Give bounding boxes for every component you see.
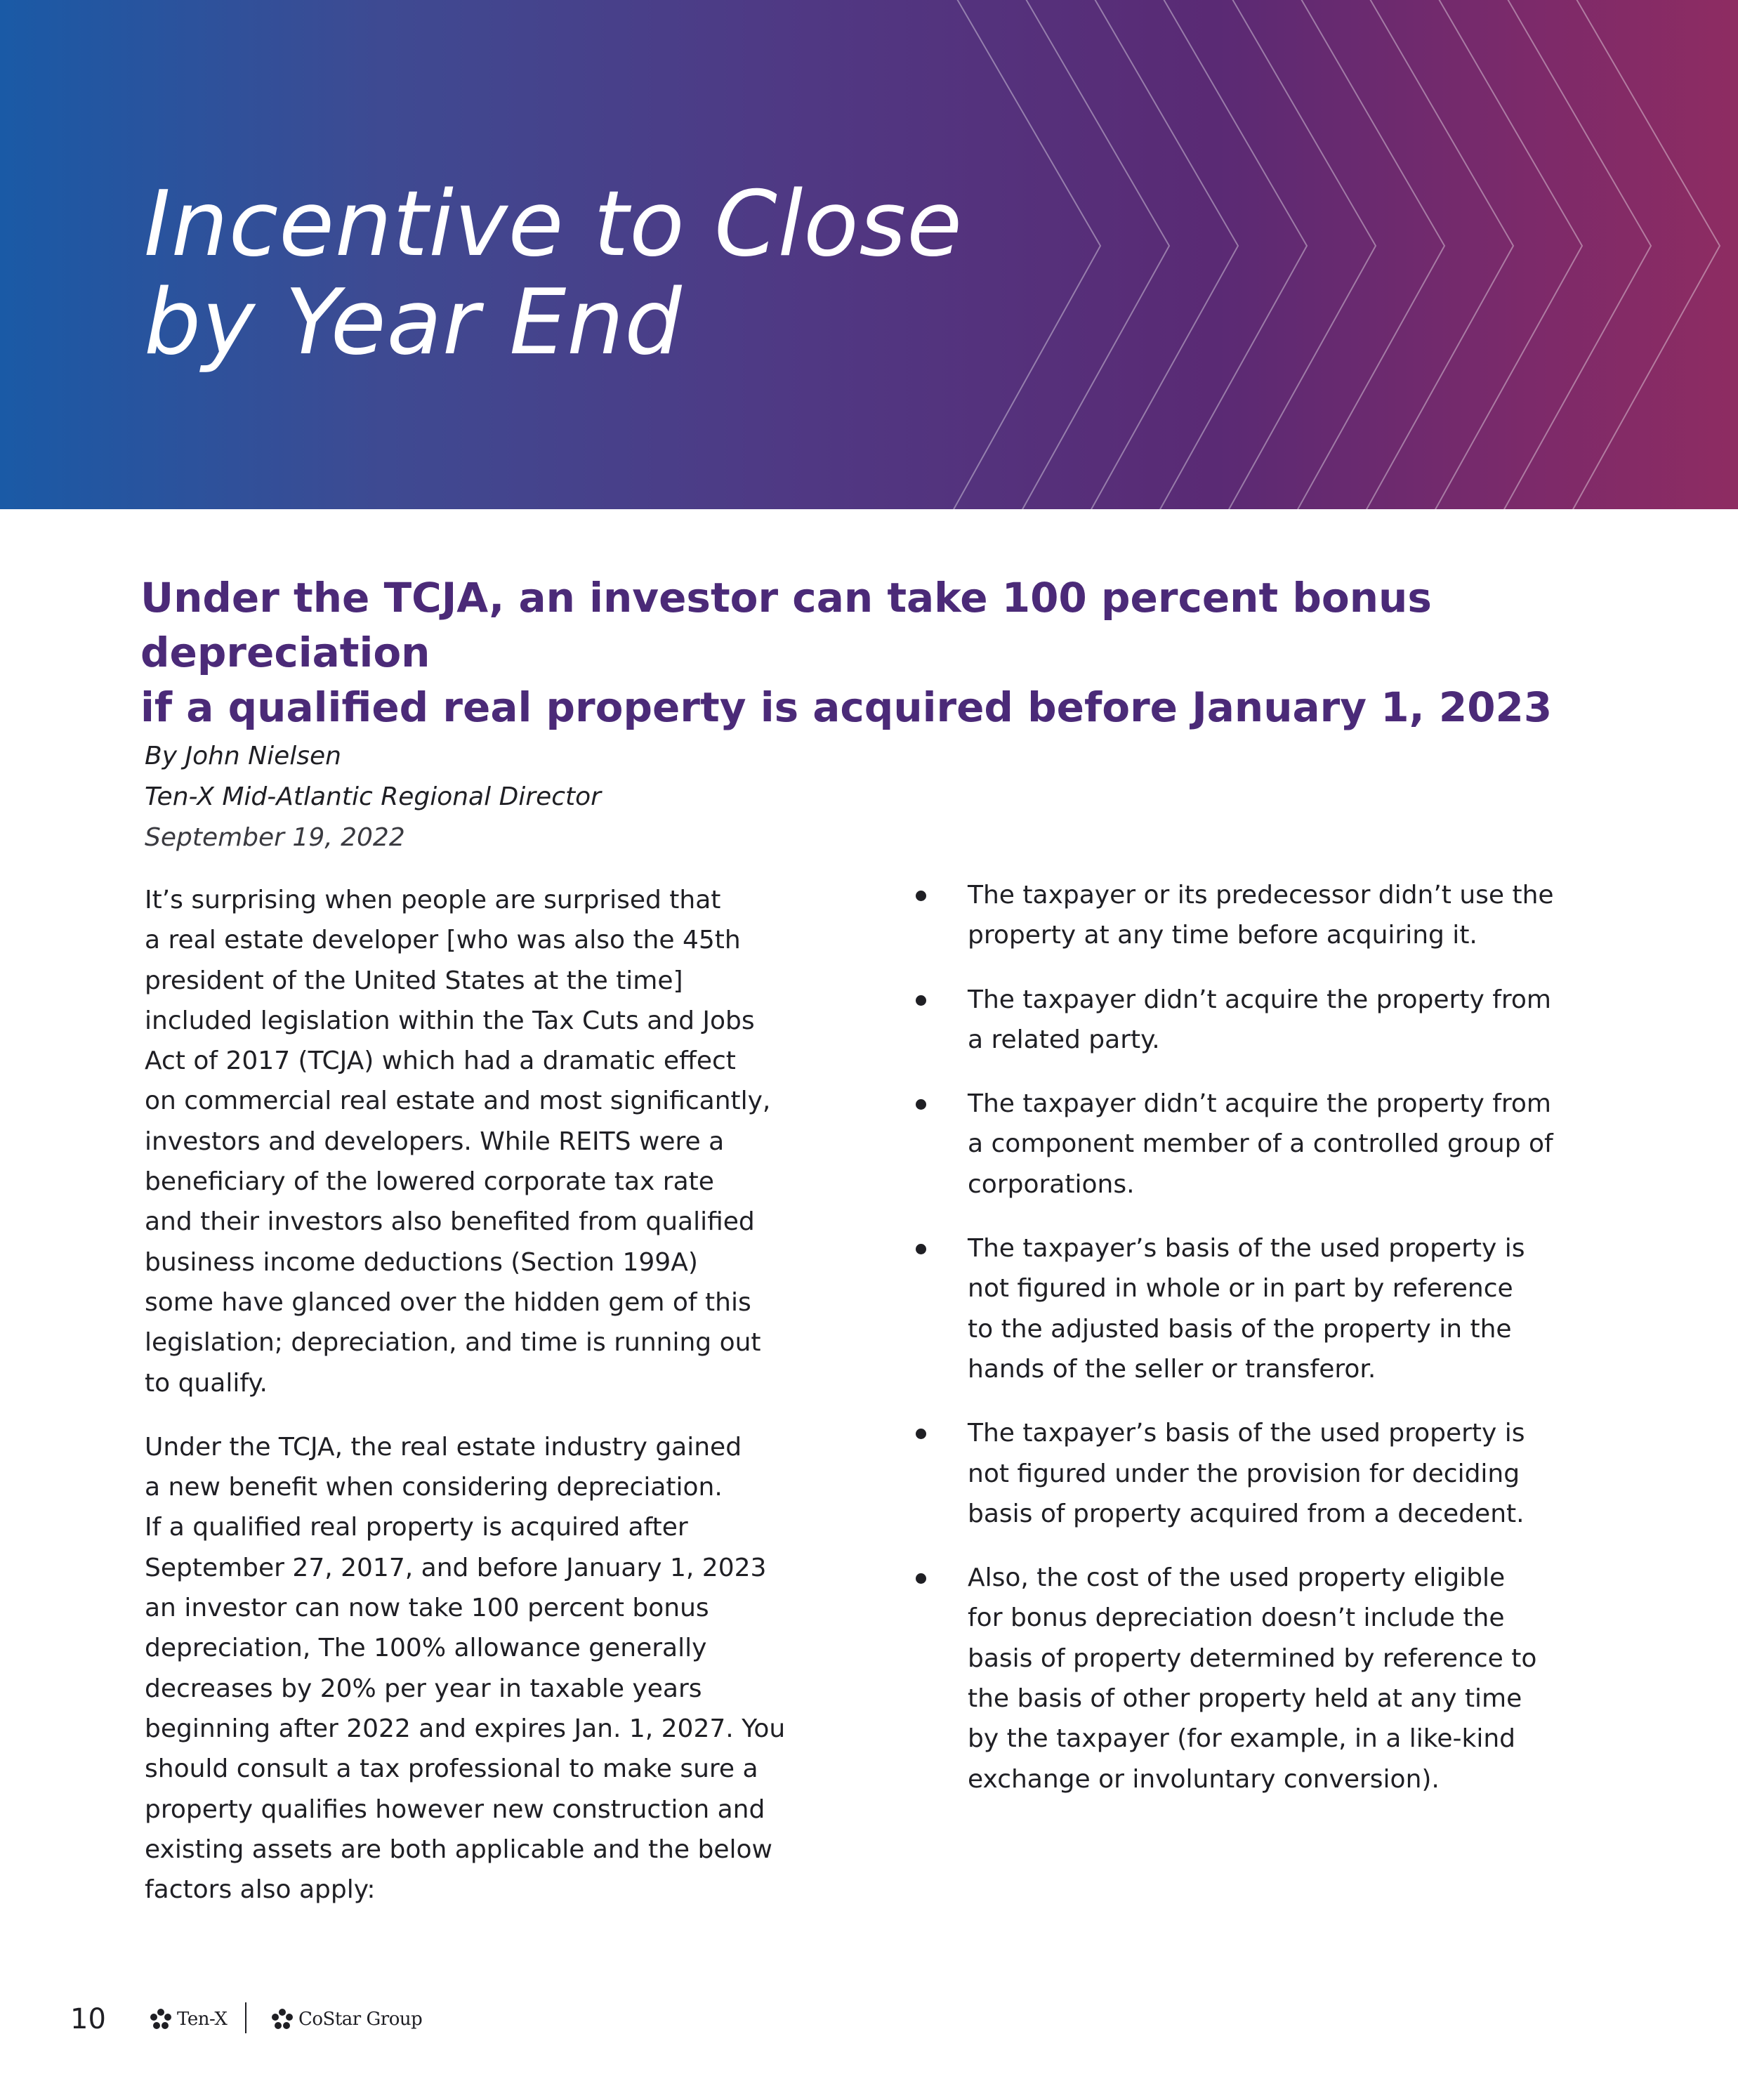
- bullet-item-6: [913, 1558, 1671, 1799]
- bullet-line: The taxpayer didn’t acquire the property from: [968, 1089, 1551, 1119]
- bullet-line: a related party.: [968, 1025, 1160, 1054]
- paragraph-line: beneficiary of the lowered corporate tax rate: [145, 1167, 714, 1197]
- page-footer: [70, 1998, 562, 2040]
- paragraph-line: should consult a tax professional to make sure a: [145, 1754, 758, 1784]
- paragraph-line: It’s surprising when people are surprised that: [145, 886, 721, 914]
- author-name: By John Nielsen: [145, 742, 341, 770]
- paragraph-line: to qualify.: [145, 1368, 268, 1398]
- paragraph-line: and their investors also benefited from qualified: [145, 1207, 755, 1237]
- chevron-line: [946, 0, 1100, 509]
- paragraph-line: beginning after 2022 and expires Jan. 1, 2027. You: [145, 1714, 786, 1743]
- header-banner: [0, 0, 1738, 509]
- paragraph-line: a real estate developer [who was also the 45th: [145, 926, 741, 955]
- author-role: Ten-X Mid-Atlantic Regional Director: [145, 782, 601, 811]
- bullet-line: The taxpayer’s basis of the used property is: [968, 1419, 1525, 1448]
- body-paragraph-2: [145, 1427, 847, 1910]
- bullet-dot-icon: [916, 1244, 926, 1254]
- paragraph-line: Act of 2017 (TCJA) which had a dramatic effect: [145, 1046, 736, 1076]
- bullet-line: the basis of other property held at any time: [968, 1684, 1522, 1714]
- bullet-item-2: [913, 980, 1671, 1061]
- paragraph-line: president of the United States at the time]: [145, 966, 683, 995]
- bullet-line: The taxpayer’s basis of the used property is: [968, 1234, 1525, 1264]
- tenx-logo: [149, 2005, 227, 2033]
- chevron-line: [1290, 0, 1444, 509]
- right-column-body: [913, 875, 1671, 1823]
- bullet-dot-icon: [916, 995, 926, 1006]
- chevron-line: [1221, 0, 1376, 509]
- paragraph-line: property qualifies however new construction and: [145, 1794, 765, 1824]
- paragraph-line: legislation; depreciation, and time is running out: [145, 1328, 761, 1358]
- chevron-line: [1084, 0, 1238, 509]
- body-paragraph-1: [145, 880, 847, 1403]
- chevron-line: [1152, 0, 1307, 509]
- chevron-line: [1565, 0, 1720, 509]
- bullet-line: property at any time before acquiring it.: [968, 921, 1477, 950]
- paragraph-line: depreciation, The 100% allowance generally: [145, 1634, 707, 1663]
- paragraph-line: If a qualified real property is acquired after: [145, 1513, 688, 1542]
- bullet-line: Also, the cost of the used property eligible: [968, 1563, 1506, 1593]
- footer-divider: [245, 2002, 246, 2033]
- bullet-line: hands of the seller or transferor.: [968, 1354, 1376, 1384]
- bullet-line: not figured in whole or in part by reference: [968, 1274, 1513, 1304]
- paragraph-line: an investor can now take 100 percent bonus: [145, 1594, 709, 1623]
- qualification-bullet-list: [913, 875, 1671, 1799]
- bullet-line: for bonus depreciation doesn’t include the: [968, 1603, 1505, 1633]
- bullet-item-3: [913, 1084, 1671, 1205]
- paragraph-line: a new benefit when considering depreciation.: [145, 1473, 723, 1502]
- paragraph-line: Under the TCJA, the real estate industry gained: [145, 1432, 742, 1462]
- paragraph-line: existing assets are both applicable and the below: [145, 1835, 772, 1864]
- paragraph-line: some have glanced over the hidden gem of this: [145, 1287, 751, 1317]
- chevron-line: [1428, 0, 1582, 509]
- bullet-line: The taxpayer didn’t acquire the property from: [968, 985, 1551, 1014]
- byline: [145, 736, 601, 858]
- left-column-body: [145, 880, 847, 1934]
- chevron-line: [1015, 0, 1169, 509]
- publish-date: September 19, 2022: [145, 823, 405, 852]
- bullet-line: a component member of a controlled group of: [968, 1129, 1553, 1159]
- bullet-line: exchange or involuntary conversion).: [968, 1764, 1440, 1794]
- bullet-item-1: [913, 875, 1671, 956]
- chevron-line: [1496, 0, 1651, 509]
- costar-logo-text: CoStar Group: [298, 2009, 423, 2030]
- bullet-line: basis of property acquired from a decedent.: [968, 1499, 1525, 1528]
- bullet-line: corporations.: [968, 1169, 1135, 1199]
- bullet-dot-icon: [916, 891, 926, 901]
- subtitle-line-1: Under the TCJA, an investor can take 100 percent bonus depreciation: [140, 574, 1432, 676]
- article-subtitle: [140, 570, 1650, 735]
- tenx-logo-text: Ten-X: [177, 2009, 228, 2030]
- bullet-dot-icon: [916, 1099, 926, 1110]
- page-title: [144, 172, 963, 375]
- bullet-line: to the adjusted basis of the property in the: [968, 1314, 1512, 1344]
- paragraph-line: included legislation within the Tax Cuts and Jobs: [145, 1006, 755, 1035]
- paragraph-line: on commercial real estate and most significantly,: [145, 1087, 771, 1116]
- bullet-line: The taxpayer or its predecessor didn’t use the: [968, 881, 1554, 910]
- paragraph-line: September 27, 2017, and before January 1, 2023: [145, 1553, 767, 1582]
- costar-logo-icon: [270, 2007, 294, 2031]
- bullet-line: basis of property determined by reference to: [968, 1643, 1537, 1673]
- costar-logo: [270, 2005, 422, 2033]
- chevron-line: [1359, 0, 1513, 509]
- page-number: 10: [70, 2003, 106, 2035]
- paragraph-line: investors and developers. While REITS were a: [145, 1127, 725, 1156]
- paragraph-line: business income deductions (Section 199A): [145, 1247, 698, 1277]
- bullet-item-4: [913, 1228, 1671, 1389]
- paragraph-line: factors also apply:: [145, 1875, 376, 1905]
- bullet-line: not figured under the provision for deciding: [968, 1459, 1520, 1488]
- tenx-logo-icon: [149, 2007, 173, 2031]
- page-title-line-1: Incentive to Close: [144, 172, 963, 277]
- bullet-line: by the taxpayer (for example, in a like-kind: [968, 1724, 1516, 1754]
- page-title-line-2: by Year End: [144, 270, 683, 375]
- bullet-item-5: [913, 1413, 1671, 1534]
- bullet-dot-icon: [916, 1429, 926, 1439]
- bullet-dot-icon: [916, 1573, 926, 1584]
- subtitle-line-2: if a qualified real property is acquired before January 1, 2023: [140, 683, 1553, 731]
- paragraph-line: decreases by 20% per year in taxable years: [145, 1674, 702, 1703]
